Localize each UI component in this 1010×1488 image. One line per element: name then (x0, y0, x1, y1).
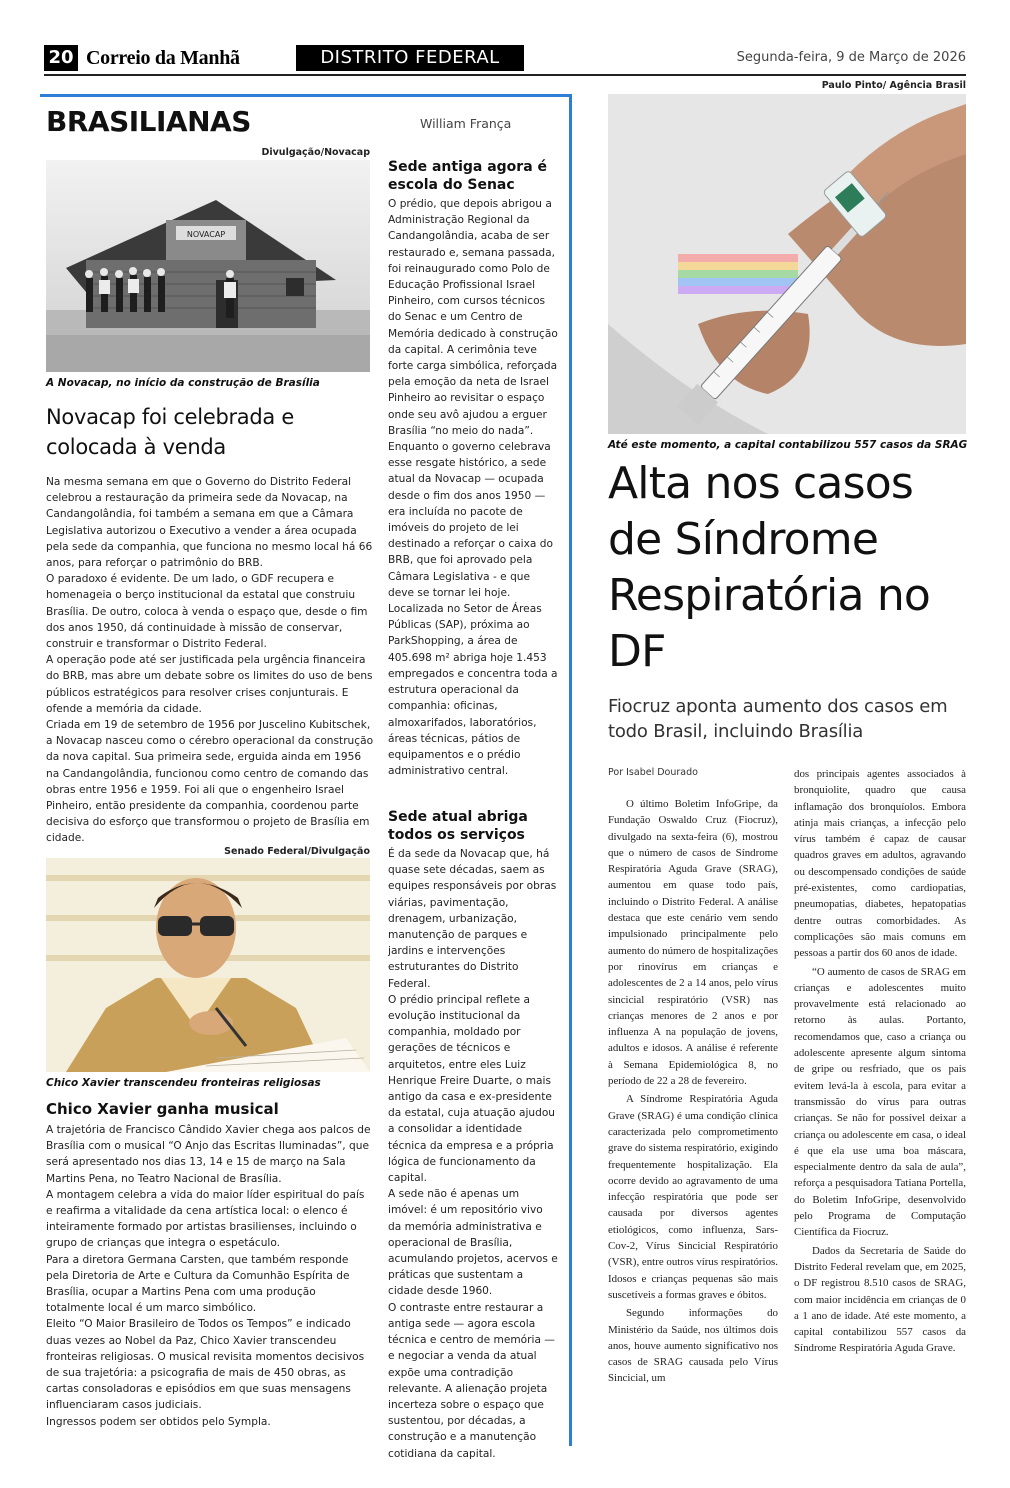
paragraph: Ingressos podem ser obtidos pelo Sympla. (46, 1415, 271, 1428)
paragraph: O último Boletim InfoGripe, da Fundação Oswaldo Cruz (Fiocruz), divulgado na sexta-feira (6), mostrou que o número de casos de Síndrome Respiratória Aguda Grave (SRAG), aumentou em quase todo país, incluindo o Distrito Federal. A análise destaca que este cenário vem sendo impulsionado principalmente pelo aumento do número de hospitalizações por rinovírus em crianças e adolescentes de 2 a 14 anos, pelo vírus sincicial respiratório (VSR) nas crianças menores de 2 anos e por influenza A na população de jovens, adultos e idosos. A análise é referente à Semana Epidemiológica 8, no período de 22 a 28 de fevereiro. (608, 798, 778, 1088)
page-number: 20 (44, 45, 78, 71)
paragraph: Na mesma semana em que o Governo do Distrito Federal celebrou a restauração da primeira sede da Novacap, na Candangolândia, foi também a semana em que a Câmara Legislativa autorizou o Executivo a vender a área ocupada pela sede da companhia, que funciona no mesmo local há 66 anos, para reforçar o patrimônio do BRB. (46, 476, 373, 570)
chico-photo-credit: Senado Federal/Divulgação (224, 846, 370, 857)
issue-date: Segunda-feira, 9 de Março de 2026 (736, 50, 966, 65)
srag-photo (608, 94, 966, 434)
chico-headline: Chico Xavier ganha musical (46, 1100, 279, 1118)
paragraph: Criada em 19 de setembro de 1956 por Juscelino Kubitschek, a Novacap nasceu como o cérebro operacional da construção da nova capital. Sua primeira sede, erguida ainda em 1956 na Candangolândia, funcionou como centro de comando das obras entre 1956 e 1959. Foi ali que o engenheiro Israel Pinheiro, então presidente da companhia, coordenou parte decisiva do esforço que transformou o projeto de Brasília em cidade. (46, 719, 374, 845)
srag-byline: Por Isabel Dourado (608, 767, 698, 778)
section-label: DISTRITO FEDERAL (296, 45, 524, 71)
paragraph: Eleito “O Maior Brasileiro de Todos os Tempos” e indicado duas vezes ao Nobel da Paz, Chico Xavier transcendeu fronteiras religiosas. O musical revisita momentos decisivos de sua trajetória: a psicografia de mais de 450 obras, as cartas consoladoras e episódios em que suas mensagens influenciaram casos judiciais. (46, 1318, 365, 1412)
novacap-headline: Novacap foi celebrada e colocada à venda (46, 405, 294, 459)
paragraph: O contraste entre restaurar a antiga sede — agora escola técnica e centro de memória — e negociar a venda da atual expõe uma contradição relevante. A alienação projeta incerteza sobre o espaço que sustentou, por décadas, a construção e a manutenção cotidiana da capital. (388, 1301, 555, 1460)
paragraph: O paradoxo é evidente. De um lado, o GDF recupera e homenageia o berço institucional da estatal que construiu Brasília. De outro, coloca à venda o espaço que, desde o fim dos anos 1950, dá continuidade à missão de conservar, construir e transformar o Distrito Federal. (46, 573, 368, 651)
chico-article (46, 1122, 374, 1430)
paragraph: dos principais agentes associados à bronquiolite, quadro que causa inflamação dos bronquíolos. Embora atinja mais crianças, a infecção pelo vírus também é capaz de causar quadros graves em adultos, agravando ou descompensado condições de saúde pré-existentes, como cardiopatias, pneumopatias, diabetes, hepatopatias dentre outras comorbidades. As complicações são mais comuns em pessoas a partir dos 60 anos de idade. (794, 768, 966, 960)
paragraph: A operação pode até ser justificada pela urgência financeira do BRB, mas abre um debate sobre os limites do uso de bens públicos estratégicos para resolver crises conjunturais. E ofende a memória da cidade. (46, 654, 373, 715)
paragraph: Segundo informações do Ministério da Saúde, nos últimos dois anos, houve aumento significativo nos casos de SRAG causada pelo Vírus Sincicial, um (608, 1307, 778, 1385)
paragraph: É da sede da Novacap que, há quase sete décadas, saem as equipes responsáveis por obras viárias, pavimentação, drenagem, urbanização, manutenção de parques e jardins e intervenções estruturantes do Distrito Federal. (388, 848, 557, 990)
srag-photo-credit: Paulo Pinto/ Agência Brasil (821, 80, 966, 91)
novacap-photo-caption: A Novacap, no início da construção de Brasília (46, 377, 320, 389)
paragraph: O prédio principal reflete a evolução institucional da companhia, moldado por gerações de técnicos e arquitetos, entre eles Luiz Henrique Freire Duarte, o mais antigo da casa e ex-presidente da estatal, cuja atuação ajudou a consolidar a identidade técnica da empresa e a própria lógica de funcionamento da capital. (388, 993, 556, 1185)
srag-photo-caption: Até este momento, a capital contabilizou 557 casos da SRAG (608, 439, 968, 451)
novacap-article (46, 474, 374, 847)
column-author: William França (420, 116, 512, 131)
paragraph: Para a diretora Germana Carsten, que também responde pela Diretoria de Arte e Cultura da Comunhão Espírita de Brasília, ocupar a Martins Pena com uma produção totalmente local é um marco simbólico. (46, 1253, 350, 1315)
sede-atual-article (388, 846, 558, 1462)
paragraph: A trajetória de Francisco Cândido Xavier chega aos palcos de Brasília com o musical “O Anjo das Escritas Iluminadas”, que será apresentado nos dias 13, 14 e 15 de março na Sala Martins Pena, no Teatro Nacional de Brasília. (46, 1124, 371, 1185)
column-title: BRASILIANAS (46, 105, 251, 138)
paragraph: “O aumento de casos de SRAG em crianças e adolescentes muito provavelmente está relacionado ao retorno às aulas. Portanto, recomendamos que, caso a criança ou adolescente apresente algum sintoma de gripe ou resfriado, que os pais evitem levá-la à escola, para evitar a transmissão do vírus para outras crianças. Se não for possível deixar a criança ou adolescente em casa, o ideal é que ela use uma boa máscara, especialmente dentro da sala de aula”, reforça a pesquisadora Tatiana Portella, do Boletim InfoGripe, desenvolvido pelo Programa de Computação Científica da Fiocruz. (794, 965, 966, 1239)
paragraph: A Síndrome Respiratória Aguda Grave (SRAG) é uma condição clínica caracterizada pelo comprometimento grave do sistema respiratório, exigindo frequentemente hospitalização. Ela ocorre devido ao agravamento de uma infecção respiratória que pode ser causada por diversos agentes etiológicos, como influenza, Sars-Cov-2, Vírus Sincicial Respiratório (VSR), entre outros vírus respiratórios. Idosos e crianças pequenas são mais suscetíveis a formas graves e óbitos. (608, 1093, 778, 1301)
header-rule (44, 74, 966, 76)
senac-article (388, 196, 558, 779)
srag-article-col1 (608, 796, 778, 1389)
chico-photo-caption: Chico Xavier transcendeu fronteiras religiosas (46, 1077, 321, 1089)
srag-article-col2 (794, 766, 966, 1359)
srag-deck: Fiocruz aponta aumento dos casos em todo Brasil, incluindo Brasília (608, 696, 948, 742)
novacap-photo-credit: Divulgação/Novacap (261, 147, 370, 158)
srag-headline: Alta nos casos de Síndrome Respiratória no DF (608, 458, 931, 677)
paragraph: A montagem celebra a vida do maior líder espiritual do país e reafirma a vitalidade da cena artística local: o elenco é inteiramente formado por artistas brasilienses, incluindo o grupo de crianças que integra o espetáculo. (46, 1188, 365, 1250)
newspaper-name: Correio da Manhã (86, 47, 240, 69)
paragraph: A sede não é apenas um imóvel: é um repositório vivo da memória administrativa e operacional de Brasília, acumulando projetos, acervos e práticas que sustentam a cidade desde 1960. (388, 1188, 558, 1298)
sede-atual-headline: Sede atual abriga todos os serviços (388, 809, 528, 843)
novacap-sign-text: NOVACAP (186, 230, 226, 239)
paragraph: O prédio, que depois abrigou a Administração Regional da Candangolândia, acaba de ser restaurado e, semana passada, foi reinaugurado como Polo de Educação Profissional Israel Pinheiro, com cursos técnicos do Senac e um Centro de Memória dedicado à construção da capital. A cerimônia teve forte carga simbólica, reforçada pela emoção da neta de Israel Pinheiro ao revisitar o espaço onde seu avô ajudou a erguer Brasília “no meio do nada”. (388, 198, 558, 437)
paragraph: Enquanto o governo celebrava esse resgate histórico, a sede atual da Novacap — ocupada desde o fim dos anos 1950 — era incluída no pacote de imóveis do projeto de lei destinado a reforçar o caixa do BRB, que foi aprovado pela Câmara Legislativa - e que deve se tornar lei hoje. (388, 441, 553, 599)
senac-headline: Sede antiga agora é escola do Senac (388, 159, 548, 193)
paragraph: Localizada no Setor de Áreas Públicas (SAP), próxima ao ParkShopping, a área de 405.698 m² abriga hoje 1.453 empregados e concentra toda a estrutura operacional da companhia: oficinas, almoxarifados, laboratórios, áreas técnicas, pátios de equipamentos e o prédio administrativo central. (388, 603, 558, 778)
chico-photo (46, 858, 370, 1072)
paragraph: Dados da Secretaria de Saúde do Distrito Federal revelam que, em 2025, o DF registrou 8.510 casos de SRAG, com maior incidência em crianças de 0 a 1 ano de idade. Até este momento, a capital contabilizou 557 casos da Síndrome Respiratória Aguda Grave. (794, 1244, 966, 1355)
novacap-photo (46, 160, 370, 372)
